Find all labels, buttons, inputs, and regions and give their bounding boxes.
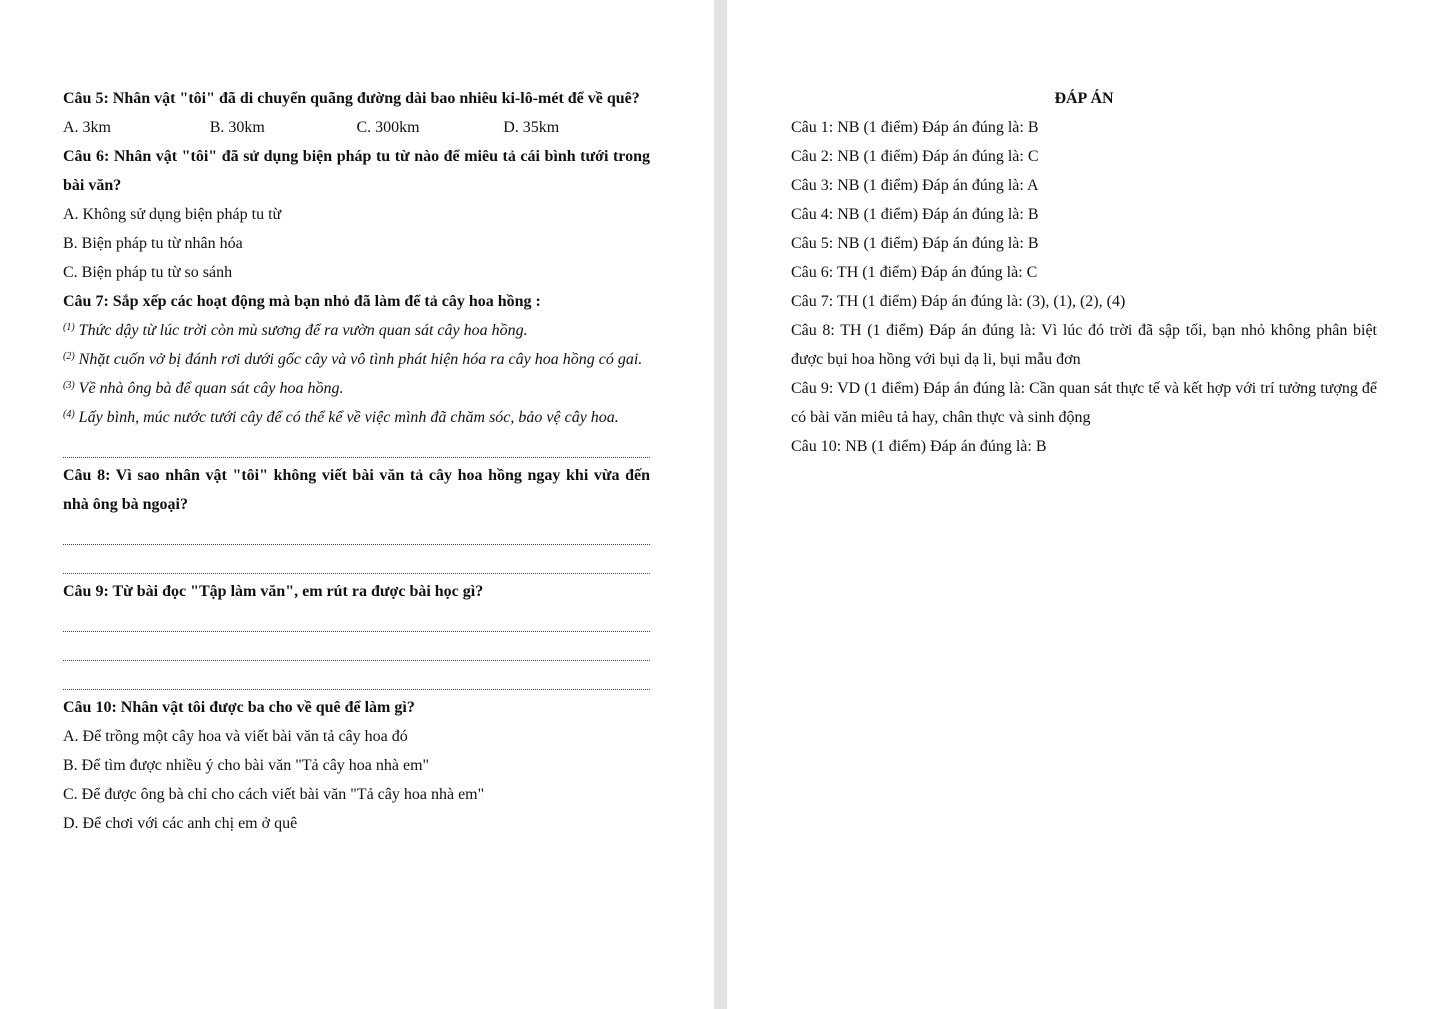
question-10: Câu 10: Nhân vật tôi được ba cho về quê để làm gì? bbox=[63, 699, 415, 716]
q8-answer-line-2[interactable] bbox=[63, 548, 650, 577]
answer-6: Câu 6: TH (1 điểm) Đáp án đúng là: C bbox=[791, 264, 1038, 281]
q10-option-a: A. Để trồng một cây hoa và viết bài văn tả cây hoa đó bbox=[63, 728, 408, 745]
q7-item-3-number: (3) bbox=[63, 380, 75, 391]
question-5-options bbox=[63, 113, 650, 142]
q7-item-4 bbox=[63, 403, 650, 432]
q5-option-b: B. 30km bbox=[209, 119, 265, 136]
q7-item-3-text: Về nhà ông bà để quan sát cây hoa hồng. bbox=[78, 380, 344, 397]
right-page bbox=[727, 0, 1438, 1009]
answer-1: Câu 1: NB (1 điểm) Đáp án đúng là: B bbox=[791, 119, 1039, 136]
q5-option-d: D. 35km bbox=[503, 119, 560, 136]
q5-option-c: C. 300km bbox=[356, 119, 420, 136]
q6-option-b: B. Biện pháp tu từ nhân hóa bbox=[63, 235, 243, 252]
q6-option-c: C. Biện pháp tu từ so sánh bbox=[63, 264, 233, 281]
q6-option-a: A. Không sử dụng biện pháp tu từ bbox=[63, 206, 282, 223]
answer-key-title: ĐÁP ÁN bbox=[1054, 90, 1114, 107]
question-7: Câu 7: Sắp xếp các hoạt động mà bạn nhỏ đã làm để tả cây hoa hồng : bbox=[63, 293, 541, 310]
q7-item-1 bbox=[63, 316, 650, 345]
q7-item-4-number: (4) bbox=[63, 409, 75, 420]
answer-3: Câu 3: NB (1 điểm) Đáp án đúng là: A bbox=[791, 177, 1039, 194]
q10-option-c: C. Để được ông bà chỉ cho cách viết bài văn "Tả cây hoa nhà em" bbox=[63, 786, 485, 803]
q9-answer-line-3[interactable] bbox=[63, 664, 650, 693]
q7-answer-line[interactable] bbox=[63, 432, 650, 461]
question-8: Câu 8: Vì sao nhân vật "tôi" không viết bài văn tả cây hoa hồng ngay khi vừa đến nhà ông bà ngoại? bbox=[63, 467, 650, 513]
answer-7: Câu 7: TH (1 điểm) Đáp án đúng là: (3), (1), (2), (4) bbox=[791, 293, 1126, 310]
q9-answer-line-1[interactable] bbox=[63, 606, 650, 635]
q7-item-2 bbox=[63, 345, 650, 374]
q10-option-d: D. Để chơi với các anh chị em ở quê bbox=[63, 815, 298, 832]
q10-option-b: B. Để tìm được nhiều ý cho bài văn "Tả cây hoa nhà em" bbox=[63, 757, 430, 774]
q7-item-2-text: Nhặt cuốn vở bị đánh rơi dưới gốc cây và vô tình phát hiện hóa ra cây hoa hồng có gai. bbox=[78, 351, 643, 368]
q9-answer-line-2[interactable] bbox=[63, 635, 650, 664]
left-page-content bbox=[63, 84, 650, 838]
answer-key bbox=[791, 84, 1377, 461]
q7-item-1-text: Thức dậy từ lúc trời còn mù sương để ra vườn quan sát cây hoa hồng. bbox=[78, 322, 528, 339]
question-9: Câu 9: Từ bài đọc "Tập làm văn", em rút ra được bài học gì? bbox=[63, 583, 484, 600]
answer-10: Câu 10: NB (1 điểm) Đáp án đúng là: B bbox=[791, 438, 1047, 455]
left-page bbox=[0, 0, 714, 1009]
q7-item-3 bbox=[63, 374, 650, 403]
q8-answer-line-1[interactable] bbox=[63, 519, 650, 548]
q5-option-a: A. 3km bbox=[63, 119, 111, 136]
question-5: Câu 5: Nhân vật "tôi" đã di chuyển quãng đường dài bao nhiêu ki-lô-mét để về quê? bbox=[63, 90, 640, 107]
answer-4: Câu 4: NB (1 điểm) Đáp án đúng là: B bbox=[791, 206, 1039, 223]
q7-item-2-number: (2) bbox=[63, 351, 75, 362]
answer-2: Câu 2: NB (1 điểm) Đáp án đúng là: C bbox=[791, 148, 1039, 165]
answer-8: Câu 8: TH (1 điểm) Đáp án đúng là: Vì lúc đó trời đã sập tối, bạn nhỏ không phân biệt được bụi hoa hồng với bụi dạ li, bụi mẫu đơn bbox=[791, 322, 1377, 368]
question-6: Câu 6: Nhân vật "tôi" đã sử dụng biện pháp tu từ nào để miêu tả cái bình tưới trong bài văn? bbox=[63, 148, 650, 194]
answer-9: Câu 9: VD (1 điểm) Đáp án đúng là: Cần quan sát thực tế và kết hợp với trí tưởng tượng để có bài văn miêu tả hay, chân thực và sinh động bbox=[791, 380, 1377, 426]
answer-5: Câu 5: NB (1 điểm) Đáp án đúng là: B bbox=[791, 235, 1039, 252]
q7-item-1-number: (1) bbox=[63, 322, 75, 333]
q7-item-4-text: Lấy bình, múc nước tưới cây để có thể kể về việc mình đã chăm sóc, bảo vệ cây hoa. bbox=[78, 409, 619, 426]
